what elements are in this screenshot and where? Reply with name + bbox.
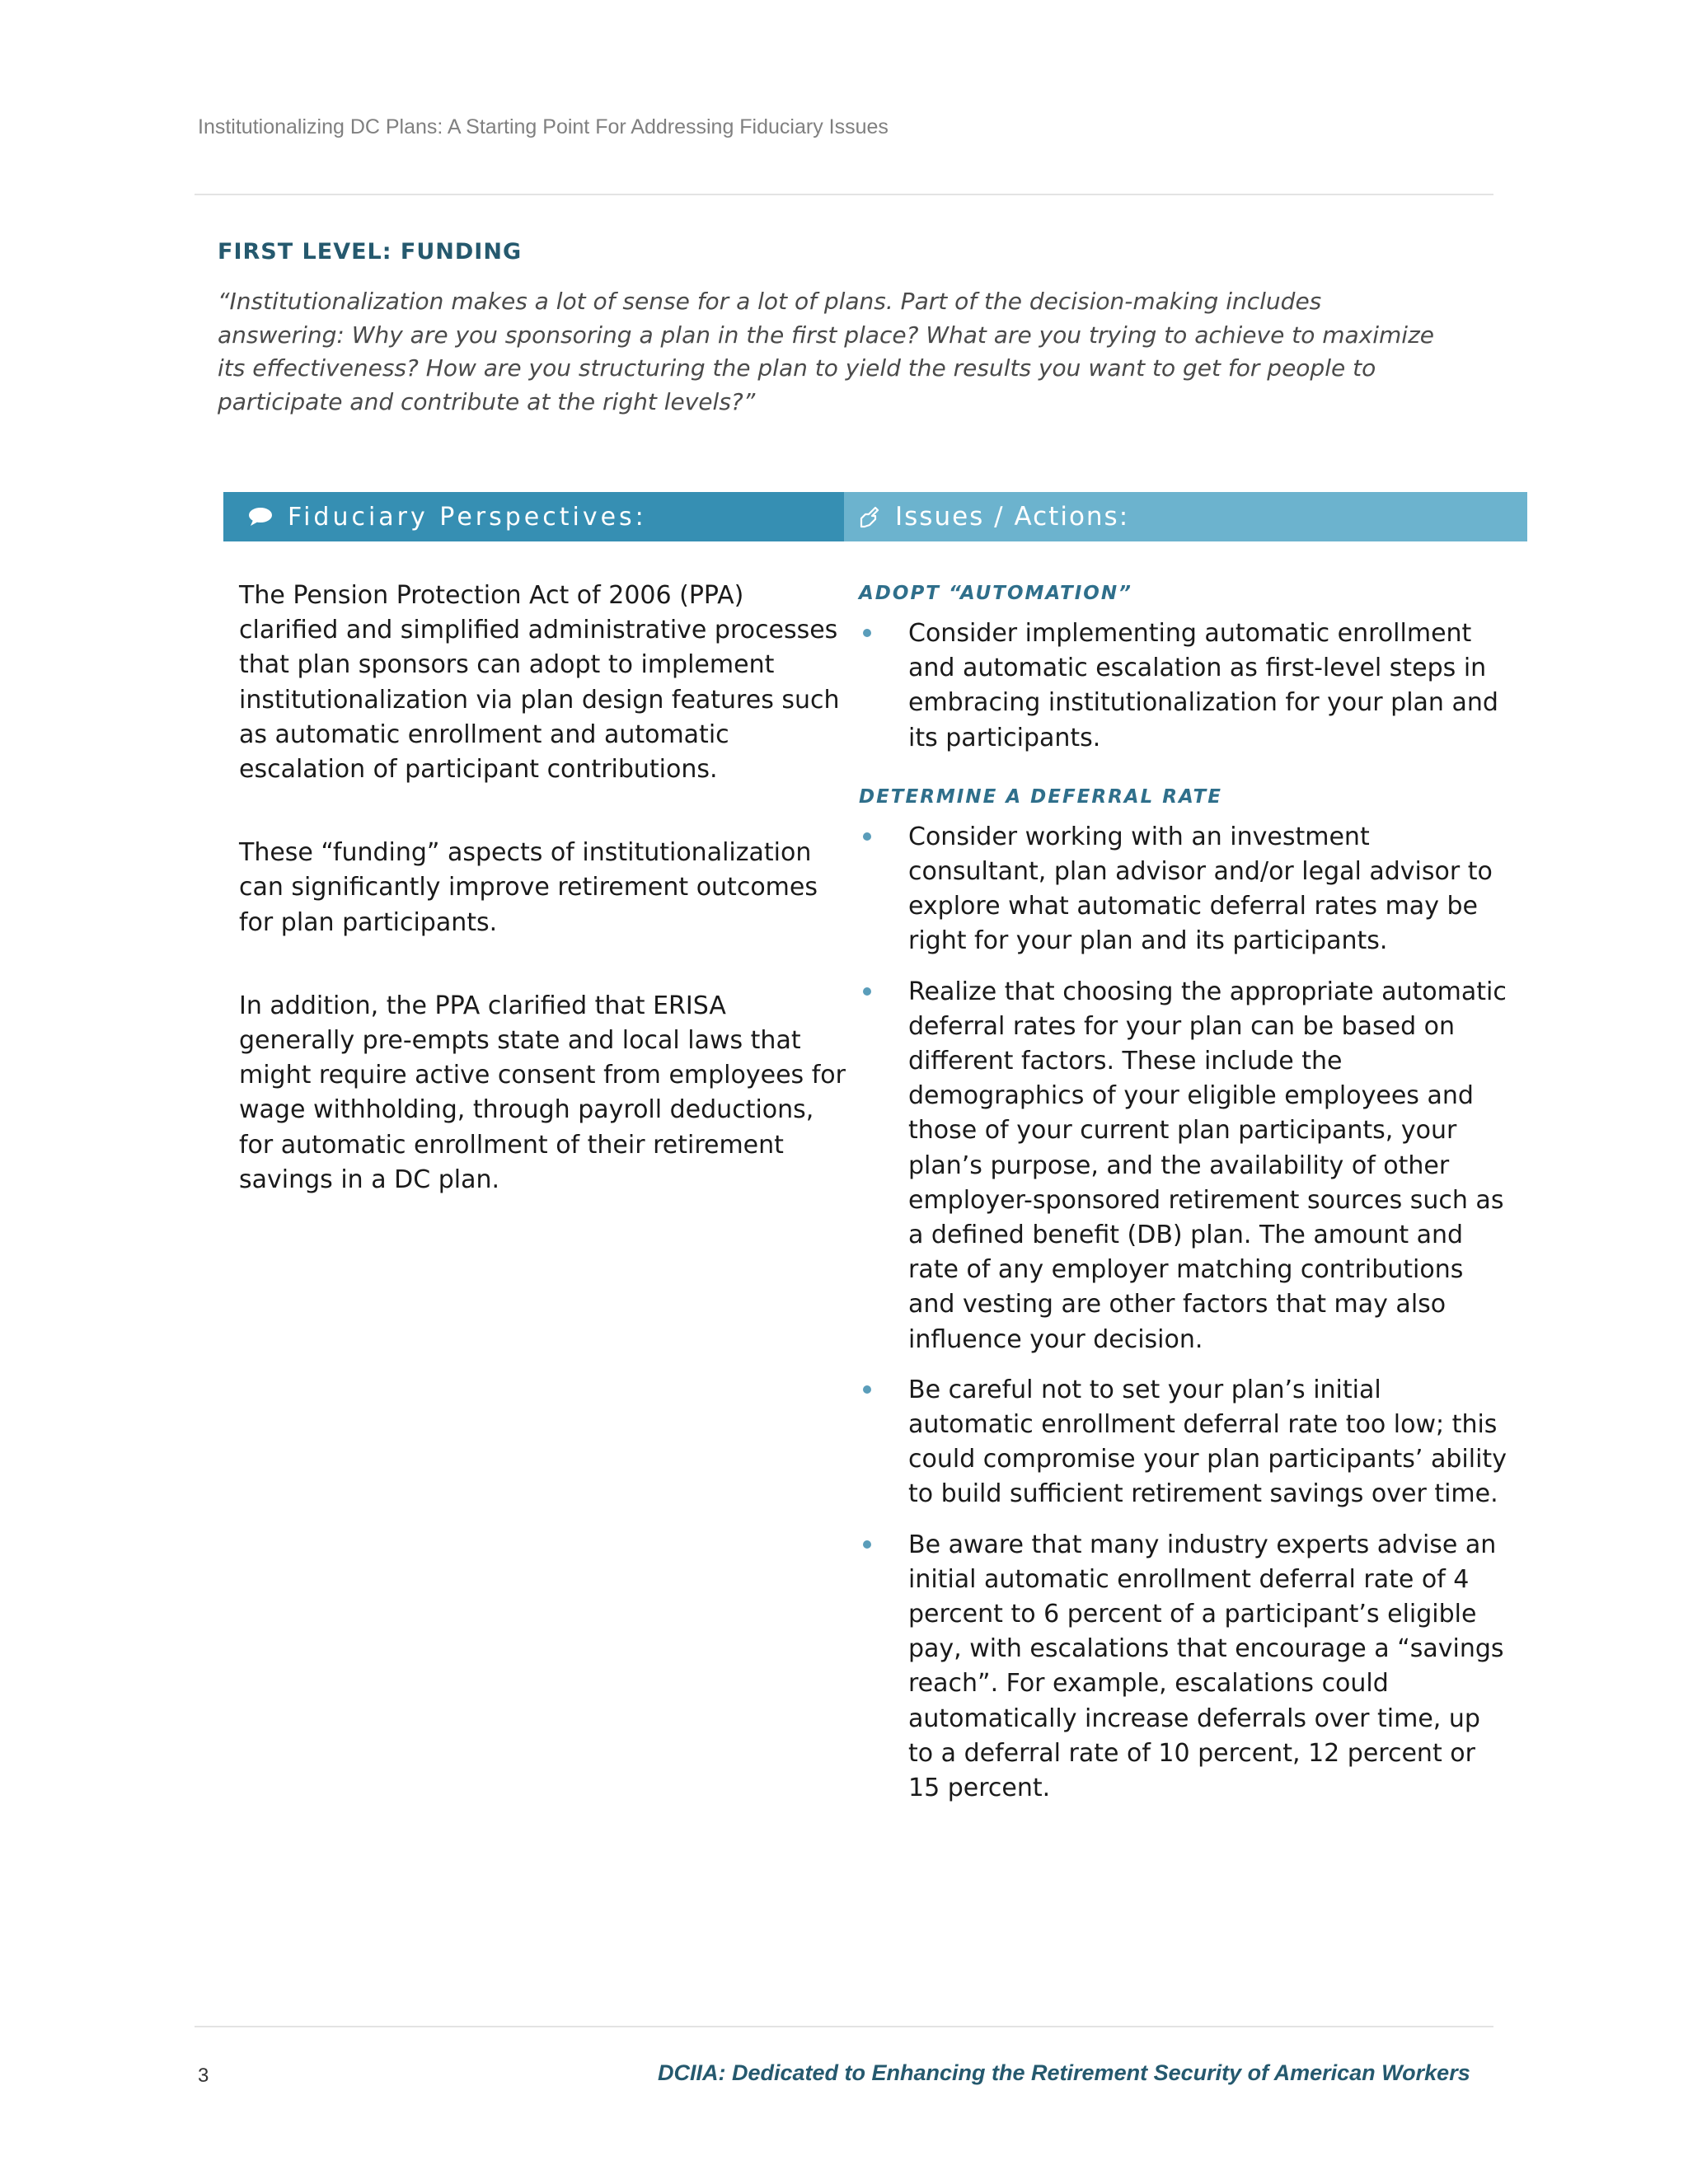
fiduciary-perspectives-column <box>239 579 849 1246</box>
footer-tagline: DCIIA: Dedicated to Enhancing the Retirement Security of American Workers <box>658 2060 1470 2085</box>
section-title: FIRST LEVEL: FUNDING <box>218 239 523 265</box>
issue-subheading: ADOPT “AUTOMATION” <box>859 583 1132 604</box>
issue-bullet-text: Be aware that many industry experts advise an initial automatic enrollment deferral rate of 4 percent to 6 percent of a participant’s eligible pay, with escalations that encourage a “savings reach”. For example, escalations could automatically increase deferrals over time, up to a deferral rate of 10 percent, 12 percent or 15 percent. <box>908 1530 1504 1803</box>
issue-bullet-text: Consider working with an investment consultant, plan advisor and/or legal advisor to explore what automatic deferral rates may be right for your plan and its participants. <box>908 822 1493 956</box>
issue-bullet-list <box>859 820 1510 1806</box>
issue-bullet-list <box>859 616 1510 756</box>
issues-actions-header <box>844 492 1527 541</box>
issue-bullet-text: Realize that choosing the appropriate automatic deferral rates for your plan can be based on different factors. These include the demographics of your eligible employees and those of your current plan participants, your plan’s purpose, and the availability of other employer-sponsored retirement sources such as a defined benefit (DB) plan. The amount and rate of any employer matching contributions and vesting are other factors that may also influence your decision. <box>908 977 1507 1354</box>
issue-bullet-text: Consider implementing automatic enrollment and automatic escalation as first-level steps in embracing institutionalization for your plan and its participants. <box>908 619 1498 752</box>
issue-bullet-text: Be careful not to set your plan’s initial automatic enrollment deferral rate too low; this could compromise your plan participants’ ability to build sufficient retirement savings over time. <box>908 1375 1507 1509</box>
hand-pointing-icon <box>857 504 882 529</box>
fiduciary-perspectives-header <box>223 492 844 541</box>
bullet-dot-icon <box>863 629 871 637</box>
bullet-dot-icon <box>863 832 871 841</box>
issue-bullet <box>859 616 1510 756</box>
page-number: 3 <box>198 2064 209 2087</box>
issue-bullet <box>859 820 1510 959</box>
issue-subheading: DETERMINE A DEFERRAL RATE <box>859 785 1222 808</box>
issue-bullet <box>859 1373 1510 1512</box>
bullet-dot-icon <box>863 987 871 996</box>
perspective-paragraph: The Pension Protection Act of 2006 (PPA) clarified and simplified administrative processes that plan sponsors can adopt to implement institutionalization via plan design features such as automatic enrollment and automatic escalation of participant contributions. <box>239 581 840 785</box>
fiduciary-perspectives-label: Fiduciary Perspectives: <box>288 502 647 532</box>
section-quote: “Institutionalization makes a lot of sense for a lot of plans. Part of the decision-making includes answering: Why are you sponsoring a plan in the first place? What are you trying to achieve to maximize its effectiveness? How are you structuring the plan to yield the results you want to get for people to participate and contribute at the right levels?” <box>218 288 1434 415</box>
bullet-dot-icon <box>863 1540 871 1549</box>
running-header: Institutionalizing DC Plans: A Starting Point For Addressing Fiduciary Issues <box>198 115 889 138</box>
bullet-dot-icon <box>863 1385 871 1394</box>
perspective-paragraph: In addition, the PPA clarified that ERISA generally pre-empts state and local laws that might require active consent from employees for wage withholding, through payroll deductions, for automatic enrollment of their retirement savings in a DC plan. <box>239 991 846 1194</box>
issues-actions-column <box>859 577 1510 1821</box>
speech-bubble-icon <box>248 507 273 527</box>
footer-divider <box>195 2026 1493 2027</box>
perspective-paragraph: These “funding” aspects of institutionalization can significantly improve retirement outcomes for plan participants. <box>239 838 818 937</box>
issues-actions-label: Issues / Actions: <box>895 502 1130 532</box>
issue-bullet <box>859 1528 1510 1807</box>
issue-bullet <box>859 975 1510 1357</box>
header-divider <box>195 194 1493 195</box>
